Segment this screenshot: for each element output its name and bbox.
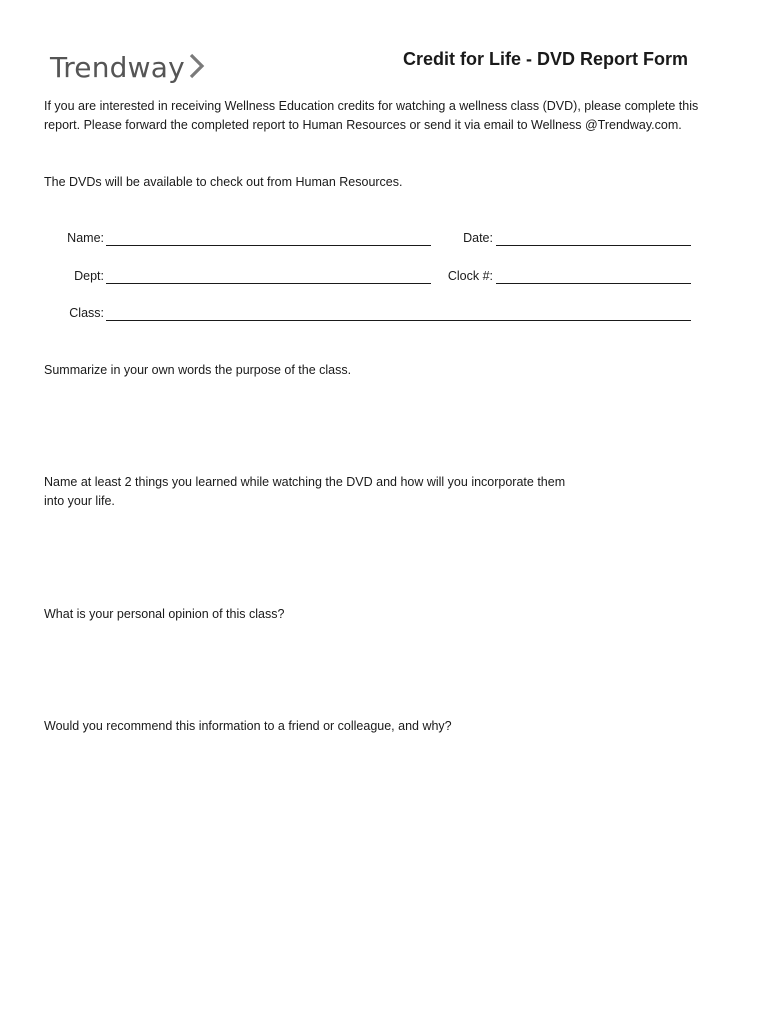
- class-label: Class:: [69, 306, 104, 320]
- question-recommend: Would you recommend this information to a friend or colleague, and why?: [44, 719, 452, 733]
- question-learned: [44, 473, 565, 511]
- name-label: Name:: [67, 231, 104, 245]
- chevron-right-icon: [185, 51, 207, 81]
- answer-learned-area[interactable]: [44, 516, 690, 596]
- clock-number-label: Clock #:: [447, 269, 493, 283]
- form-title: Credit for Life - DVD Report Form: [402, 49, 688, 69]
- date-field[interactable]: [496, 245, 691, 246]
- question-learned-line1: Name at least 2 things you learned while watching the DVD and how will you incorporate them: [44, 475, 566, 489]
- clock-number-field[interactable]: [496, 283, 691, 284]
- answer-recommend-area[interactable]: [44, 741, 690, 941]
- trendway-logo: [50, 48, 207, 88]
- availability-note: The DVDs will be available to check out from Human Resources.: [44, 175, 403, 189]
- question-opinion: What is your personal opinion of this class?: [44, 607, 285, 621]
- answer-opinion-area[interactable]: [44, 629, 690, 709]
- class-field[interactable]: [106, 320, 691, 321]
- dept-field[interactable]: [106, 283, 431, 284]
- question-learned-line2: into your life.: [44, 494, 115, 508]
- date-label: Date:: [463, 231, 493, 245]
- logo-text: Trendway: [50, 51, 185, 84]
- dept-label: Dept:: [74, 269, 104, 283]
- name-field[interactable]: [106, 245, 431, 246]
- answer-purpose-area[interactable]: [44, 385, 690, 465]
- question-purpose: Summarize in your own words the purpose of the class.: [44, 363, 352, 377]
- intro-paragraph: If you are interested in receiving Wellness Education credits for watching a wellness class (DVD), please complete this report. Please forward the completed report to Human Resources or send it via email to Wellness @Trendway.com.: [44, 99, 699, 132]
